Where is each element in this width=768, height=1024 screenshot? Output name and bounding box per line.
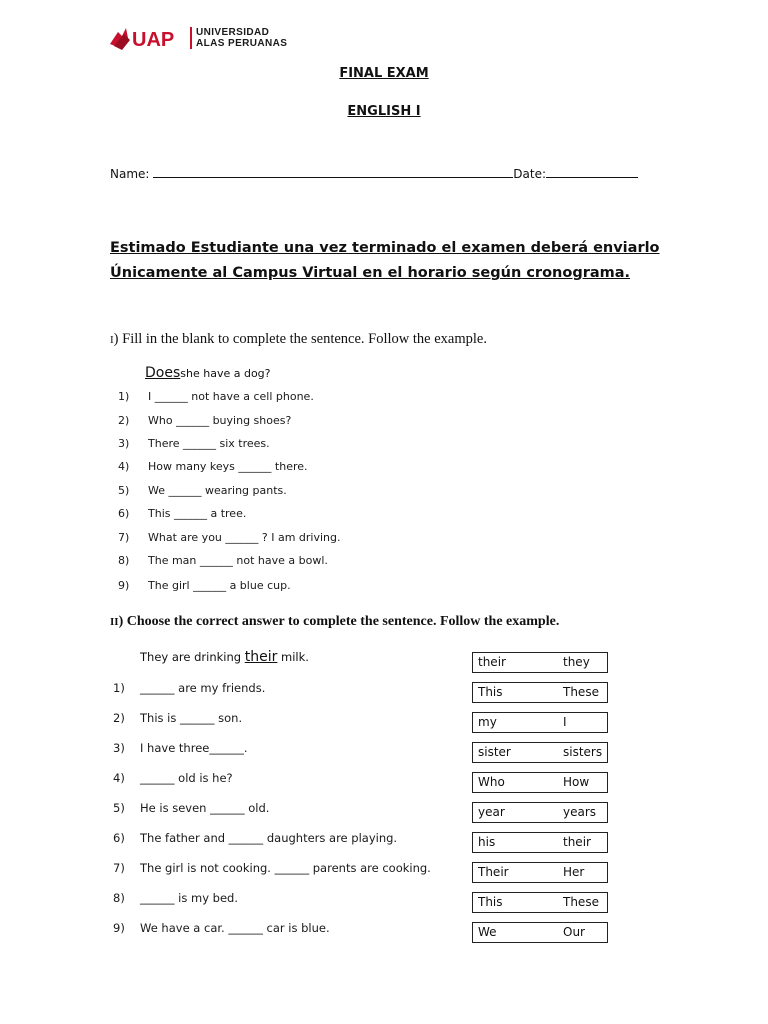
answer-options-box — [472, 922, 608, 943]
question-text: He is seven ______ old. — [140, 801, 270, 815]
question-text: The father and ______ daughters are playing. — [140, 831, 398, 845]
university-logo — [108, 24, 287, 52]
name-field[interactable] — [153, 166, 513, 178]
date-field[interactable] — [546, 166, 638, 178]
section1-instruction-text: ) Fill in the blank to complete the sentence. Follow the example. — [113, 331, 487, 347]
section2-instruction — [110, 614, 559, 630]
section1-prefix: I — [110, 334, 114, 346]
section1-instruction — [110, 331, 487, 348]
option-b[interactable]: sisters — [563, 745, 603, 759]
answer-options-box — [472, 712, 608, 733]
logo-mark-text: UAP — [132, 29, 175, 51]
section2-prefix: II — [110, 616, 119, 628]
question-text: The man ______ not have a bowl. — [148, 554, 328, 567]
option-a[interactable]: my — [478, 715, 497, 729]
logo-text — [190, 27, 287, 49]
uap-logo-icon — [108, 24, 184, 52]
option-a[interactable]: Their — [478, 865, 509, 879]
section1-question — [118, 507, 246, 520]
question-text: I ______ not have a cell phone. — [148, 390, 314, 403]
section1-question — [118, 554, 328, 567]
answer-options-box — [472, 802, 608, 823]
section2-example-after: milk. — [277, 650, 309, 664]
option-b[interactable]: Our — [563, 925, 585, 939]
option-a: their — [478, 655, 506, 669]
section1-question — [118, 460, 308, 473]
option-b[interactable]: I — [563, 715, 567, 729]
logo-line-2: ALAS PERUANAS — [196, 38, 288, 49]
question-number: 7) — [118, 531, 130, 544]
option-b[interactable]: years — [563, 805, 597, 819]
section2-question — [113, 891, 238, 905]
question-text: What are you ______ ? I am driving. — [148, 531, 341, 544]
question-text: This ______ a tree. — [148, 507, 247, 520]
question-text: ______ is my bed. — [140, 891, 238, 905]
section1-question — [118, 531, 341, 544]
name-date-row — [110, 166, 638, 181]
question-text: The girl is not cooking. ______ parents are cooking. — [140, 861, 431, 875]
section1-question — [118, 484, 287, 497]
question-text: This is ______ son. — [140, 711, 243, 725]
section2-question — [113, 681, 265, 695]
section1-question — [118, 579, 291, 592]
question-number: 4) — [113, 771, 125, 785]
question-number: 9) — [113, 921, 125, 935]
question-number: 3) — [113, 741, 125, 755]
option-a[interactable]: sister — [478, 745, 511, 759]
option-b: they — [563, 655, 590, 669]
question-number: 5) — [113, 801, 125, 815]
page-title: FINAL EXAM — [339, 66, 429, 81]
option-b[interactable]: Her — [563, 865, 585, 879]
section2-question — [113, 711, 242, 725]
section2-question — [113, 741, 248, 755]
option-a[interactable]: Who — [478, 775, 505, 789]
name-label: Name: — [110, 167, 150, 181]
question-number: 4) — [118, 460, 130, 473]
section1-example-rest: she have a dog? — [180, 367, 271, 380]
answer-options-box — [472, 682, 608, 703]
question-number: 3) — [118, 437, 130, 450]
section2-question — [113, 831, 397, 845]
page-subtitle: ENGLISH I — [347, 104, 421, 119]
option-b[interactable]: their — [563, 835, 591, 849]
question-number: 8) — [118, 554, 130, 567]
option-a[interactable]: his — [478, 835, 496, 849]
section1-question — [118, 414, 291, 427]
question-text: ______ old is he? — [140, 771, 233, 785]
question-text: ______ are my friends. — [140, 681, 266, 695]
section2-question — [113, 921, 330, 935]
section2-question — [113, 861, 431, 875]
question-number: 9) — [118, 579, 130, 592]
section2-example — [140, 649, 309, 665]
option-a[interactable]: This — [478, 685, 503, 699]
answer-options-box — [472, 862, 608, 883]
answer-options-box — [472, 892, 608, 913]
answer-options-box — [472, 742, 608, 763]
question-number: 2) — [118, 414, 130, 427]
option-a[interactable]: We — [478, 925, 497, 939]
section1-example-answer: Does — [145, 365, 181, 381]
question-text: We have a car. ______ car is blue. — [140, 921, 330, 935]
option-b[interactable]: These — [563, 895, 599, 909]
question-text: Who ______ buying shoes? — [148, 414, 292, 427]
section2-example-before: They are drinking — [140, 650, 245, 664]
question-number: 2) — [113, 711, 125, 725]
question-number: 1) — [118, 390, 130, 403]
question-text: I have three______. — [140, 741, 248, 755]
question-number: 6) — [113, 831, 125, 845]
date-label: Date: — [513, 167, 547, 181]
section1-question — [118, 437, 270, 450]
notice-text: Estimado Estudiante una vez terminado el examen deberá enviarlo Únicamente al Campus Virtual en el horario según cronograma. — [110, 240, 660, 281]
question-text: There ______ six trees. — [148, 437, 270, 450]
question-text: How many keys ______ there. — [148, 460, 308, 473]
answer-options-box — [472, 772, 608, 793]
section2-example-options — [472, 652, 608, 673]
question-number: 7) — [113, 861, 125, 875]
section1-example — [145, 365, 271, 381]
option-a[interactable]: year — [478, 805, 505, 819]
question-number: 6) — [118, 507, 130, 520]
option-b[interactable]: How — [563, 775, 590, 789]
question-number: 8) — [113, 891, 125, 905]
option-a[interactable]: This — [478, 895, 503, 909]
question-number: 1) — [113, 681, 125, 695]
section2-question — [113, 801, 269, 815]
section2-instruction-text: ) Choose the correct answer to complete the sentence. Follow the example. — [118, 614, 560, 629]
question-text: The girl ______ a blue cup. — [148, 579, 291, 592]
question-number: 5) — [118, 484, 130, 497]
question-text: We ______ wearing pants. — [148, 484, 287, 497]
section2-question — [113, 771, 233, 785]
answer-options-box — [472, 832, 608, 853]
section1-question — [118, 390, 314, 403]
logo-line-1: UNIVERSIDAD — [196, 27, 270, 38]
section2-example-answer: their — [244, 649, 278, 665]
option-b[interactable]: These — [563, 685, 599, 699]
